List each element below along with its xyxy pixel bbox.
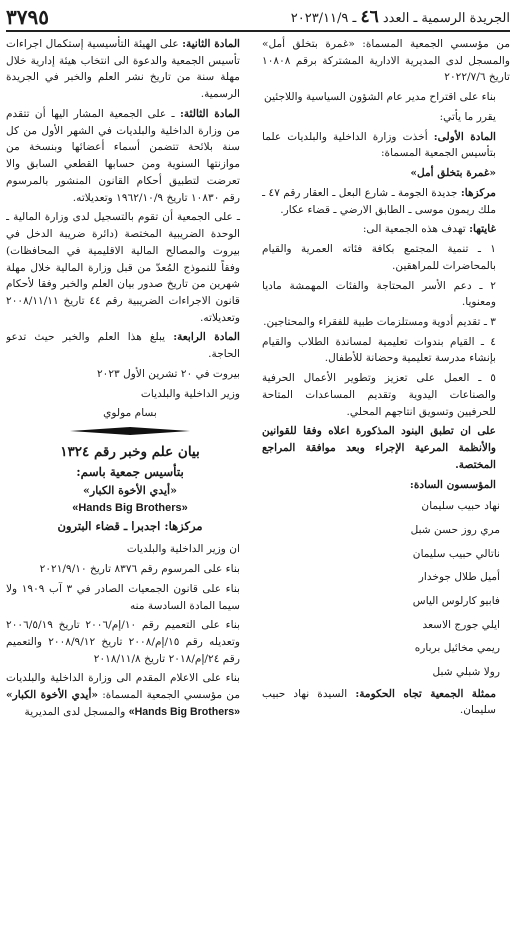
decision-heading: يقرر ما يأتي:: [439, 110, 496, 123]
article-2-label: المادة الثانية:: [182, 38, 240, 50]
founder-name: نهاد حبيب سليمان: [421, 500, 500, 513]
law-clause: على ان تطبق البنود المذكورة اعلاه وفقا للقوانين والأنظمة المرعية الإجراء وبعد موافقة المراجع المختصة.: [262, 425, 496, 471]
basis-association-name-english: «Hands Big Brothers»: [128, 705, 240, 718]
article-2-text: على الهيئة التأسيسية إستكمال اجراءات تأسيس الجمعية والدعوة الى انتخاب هيئة إدارية خلال مهلة سنة من تاريخ نشر العلم والخبر في الجريدة الرسمية.: [6, 38, 240, 101]
founder-name: ريمي مخائيل برباره: [414, 642, 500, 655]
signature-name: بسام مولوي: [103, 407, 157, 420]
representative-text: السيدة نهاد حبيب سليمان.: [262, 687, 496, 717]
basis-paragraph: بناء على قانون الجمعيات الصادر في ٣ آب ١٩٠٩ ولا سيما المادة السادسة منه: [6, 582, 240, 612]
article-4: [6, 329, 254, 362]
headquarters-text: جديدة الجومة ـ شارع البعل ـ العقار رقم ٤٧ ـ ملك ريمون موسى ـ الطابق الارضي ـ قضاء عكار.: [262, 186, 496, 216]
gazette-title: [291, 7, 510, 27]
article-3-label: المادة الثالثة:: [179, 107, 240, 120]
goal-item: ٥ ـ العمل على تعزيز وتطوير الأعمال الحرفية والصناعات اليدوية وتقديم المساعدات المتاحة للحرفيين وتسويق انتاجهم المحلي.: [262, 372, 496, 418]
notice-subtitle: بتأسيس جمعية باسم:: [76, 465, 184, 480]
basis-paragraph: بناء على التعميم رقم ١٠/إم/٢٠٠٦ تاريخ ٢٠٠٦/٥/١٩ وتعديله رقم ١٥/إم/٢٠٠٨ تاريخ ٢٠٠٨/٩/١٢ والتعميم رقم ٢٤/إم/٢٠١٨ تاريخ ٢٠١٨/١١/٨: [6, 619, 240, 665]
goal-item: ٤ ـ القيام بندوات تعليمية لمساندة الطلاب والقيام بإنشاء مدرسة تعليمية وحضانة للأطفال.: [262, 335, 496, 365]
divider-ornament: [6, 426, 254, 436]
proposal-paragraph: بناء على اقتراح مدير عام الشؤون السياسية واللاجئين: [264, 91, 496, 104]
notice-name-arabic: «أيدي الأخوة الكبار»: [83, 484, 177, 498]
basis-paragraph: بناء على المرسوم رقم ٨٣٧٦ تاريخ ٢٠٢١/٩/١٠: [39, 563, 240, 576]
article-2: [6, 36, 254, 103]
founder-name: مري روز حسن شبل: [410, 524, 500, 537]
article-4-label: المادة الرابعة:: [173, 331, 240, 344]
issue-date: ـ ٢٠٢٣/١١/٩: [290, 11, 357, 26]
headquarters-label: مركزها:: [460, 186, 496, 199]
basis-text: بناء على الاعلام المقدم الى وزارة الداخلية والبلديات من مؤسسي الجمعية المسماة:: [6, 672, 241, 702]
article-1: [262, 129, 510, 162]
basis-association-name: «أيدي الأخوة الكبار»: [6, 689, 99, 702]
representative: [262, 686, 510, 719]
gazette-name: الجريدة الرسمية ـ العدد: [382, 11, 510, 26]
founder-name: ناتالي حبيب سليمان: [412, 547, 500, 560]
left-column: [6, 36, 254, 930]
goals-intro: تهدف هذه الجمعية الى:: [362, 223, 466, 236]
founder-name: أميل طلال جوخدار: [418, 571, 500, 584]
article-1-label: المادة الأولى:: [433, 130, 496, 143]
notice-title-block: [6, 442, 254, 535]
page-number: ٣٧٩٥: [6, 5, 49, 29]
basis-text-end: والمسجل لدى المديرية: [24, 705, 126, 718]
right-column: [262, 36, 510, 930]
notice-title: بيان علم وخبر رقم ١٣٢٤: [60, 444, 200, 461]
article-4-text: يبلغ هذا العلم والخبر حيث تدعو الحاجة.: [6, 331, 240, 361]
article-3-continued: ـ على الجمعية أن تقوم بالتسجيل لدى وزارة المالية ـ الوحدة الضريبية المختصة (دائرة ضريبة الدخل في بيروت والمصالح المالية الاقليمية في المحافظات) وفقاً للنموذج المُعدّ من قبل وزارة المالية خلال مهلة شهرين من تاريخ صدور بيان العلم والخبر وفقا لأحكام قانون الاجراءات الضريبية رقم ٤٤ تاريخ ٢٠٠٨/١١/١١ وتعديلاته.: [6, 211, 240, 324]
founders-label: المؤسسون السادة:: [409, 478, 496, 491]
founder-name: رولا شبلي شبل: [432, 665, 500, 678]
representative-label: ممثلة الجمعية تجاه الحكومة:: [355, 687, 496, 700]
goals-label: غايتها:: [469, 223, 496, 236]
goal-item: ٣ ـ تقديم أدوية ومستلزمات طبية للفقراء والمحتاجين.: [263, 316, 496, 329]
signature-place-date: بيروت في ٢٠ تشرين الأول ٢٠٢٣: [96, 367, 240, 380]
goal-item: ١ ـ تنمية المجتمع بكافة فئاته العمرية والقيام بالمحاضرات للمراهقين.: [262, 243, 496, 272]
founder-name: فابيو كارلوس الياس: [412, 594, 500, 607]
founder-name: ايلي جورج الاسعد: [422, 618, 500, 631]
article-1-text: أخذت وزارة الداخلية والبلديات علما بتأسيس الجمعية المسماة:: [262, 130, 496, 160]
goals: [262, 221, 510, 238]
headquarters: [262, 185, 510, 218]
association-name: «غمرة بتخلق أمل»: [410, 167, 496, 180]
notice-headquarters: مركزها: اجدبرا ـ قضاء البترون: [57, 519, 203, 534]
issue-number: ٤٦: [360, 7, 379, 27]
article-3: [6, 106, 254, 206]
page-header: [6, 4, 510, 32]
diamond-divider-icon: [70, 426, 190, 436]
goal-item: ٢ ـ دعم الأسر المحتاجة والفئات المهمشة ماديا ومعنويا.: [262, 279, 496, 309]
article-3-text: ـ على الجمعية المشار اليها أن تتقدم من وزارة الداخلية والبلديات في الشهر الأول من كل سنة بلائحة تتضمن أسماء أعضائها وبنسخة من موازنتها السنوية ومن حسابها القطعي السابق والا تعرضت لتطبيق أحكام القانون المنشور بالمرسوم رقم ١٠٨٣٠ تاريخ ١٩٦٢/١٠/٩ وتعديلاته.: [6, 107, 240, 204]
basis-paragraph: [6, 670, 254, 720]
intro-paragraph: من مؤسسي الجمعية المسماة: «غمرة بتخلق أمل» والمسجل لدى المديرية الادارية المشتركة برقم ١٠٨٠٨ تاريخ ٢٠٢٢/٧/٦: [262, 38, 510, 84]
minister-line: ان وزير الداخلية والبلديات: [126, 543, 240, 556]
signature-title: وزير الداخلية والبلديات: [140, 387, 240, 400]
notice-name-english: «Hands Big Brothers»: [72, 501, 188, 514]
